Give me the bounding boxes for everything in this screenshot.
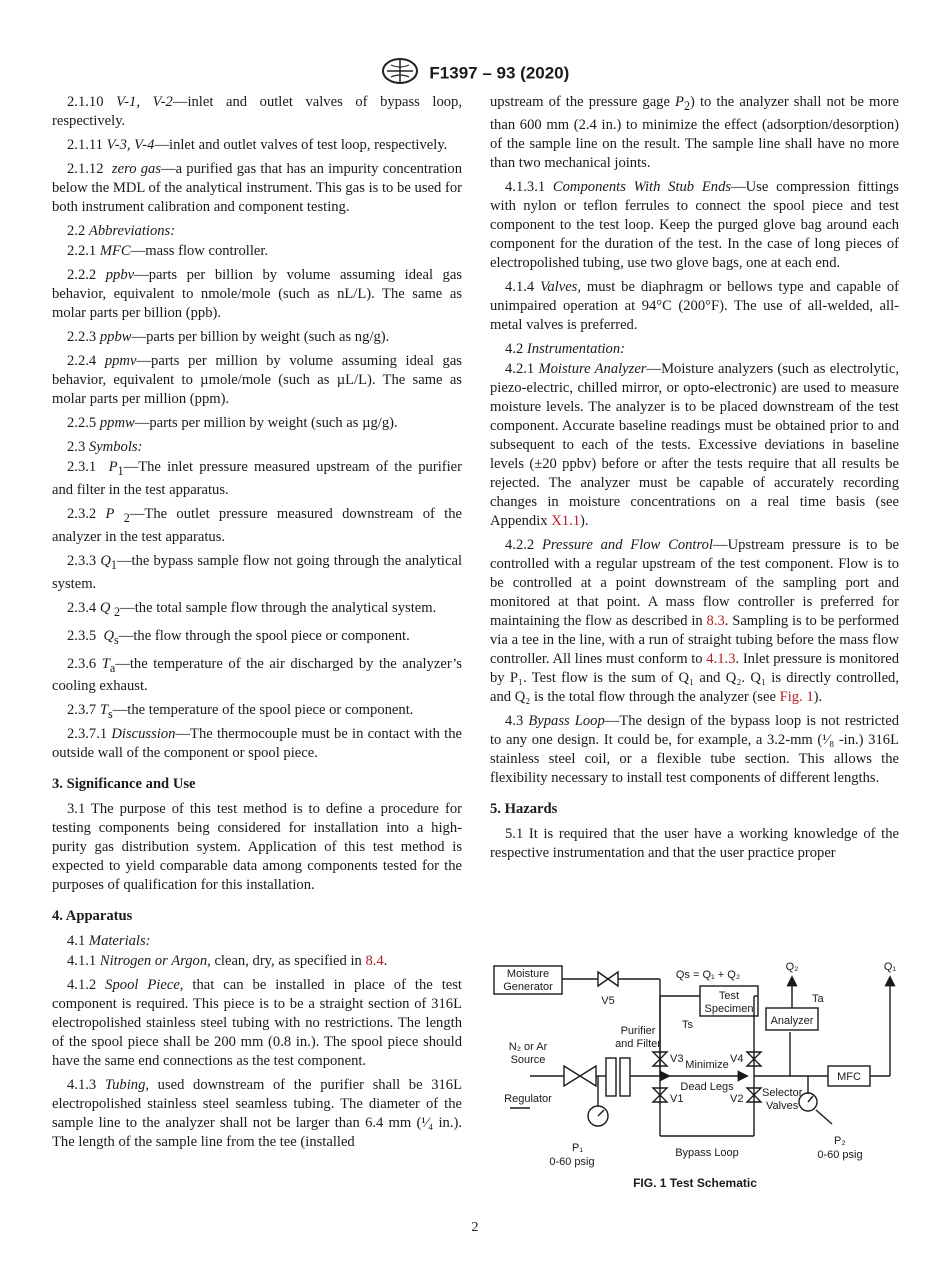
section-3-heading: 3. Significance and Use [52,776,196,793]
label-p1-range: 0-60 psig [549,1156,595,1168]
ref-4-1-3[interactable]: 4.1.3 [706,650,736,667]
label-v1: V1 [670,1093,684,1105]
label-regulator: Regulator [504,1093,552,1105]
para-2-2-5: 2.2.5 ppmw—parts per million by weight (such as µg/g). [67,415,398,431]
label-p1: P₁ [572,1142,584,1154]
para-2-1-10: 2.1.10 V-1, V-2—inlet and outlet valves of bypass loop, respectively. [52,94,462,129]
label-q1: Q₁ [883,961,897,973]
filter-icon [620,1058,630,1096]
para-4-3: 4.3 Bypass Loop—The design of the bypass loop is not restricted to any one design. It could be, for example, a 3.2-mm (¹⁄₈ -in.) 316L stainless steel coil, or a flexible tube section. This allows the flexibility necessary to install test components of different lengths. [490,712,900,786]
para-2-3-7: 2.3.7 $T_s—the$ temperature of the spool piece or component. [67,702,414,722]
label-valves: Valves [766,1100,799,1112]
para-4-1-2: 4.1.2 Spool Piece, that can be installed in place of the test component is required. This piece is to be a straight section of 316L electropolished stainless steel tubing with no restrictions. The length of the spool piece shall be 200 mm (0.8 in.). The spool piece should have the same end connections as the test component. [52,977,462,1070]
regulator-icon [564,1066,596,1086]
para-2-3-6: 2.3.6 $T_a—the$ temperature of the air discharged by the analyzer’s cooling exhaust. [52,655,462,695]
test-schematic-diagram [490,956,900,1186]
label-analyzer: Analyzer [770,1015,814,1027]
figure-caption: FIG. 1 Test Schematic [633,1176,757,1190]
para-4-2: 4.2 Instrumentation: [505,340,626,357]
standard-code: F1397 – 93 (2020) [429,63,570,83]
para-4-1-3: 4.1.3 Tubing, used downstream of the purifier shall be 316L electropolished stainless steel seamless tubing. The diameter of the sample line to the analyzer shall not be larger than 6.4 mm (¹⁄₄ in.). The length of the sample line from the tee (installed [52,1077,463,1151]
label-dead-legs: Dead Legs [680,1081,734,1093]
label-v5: V5 [601,995,615,1007]
section-5-heading: 5. Hazards [490,800,558,817]
para-4-1-3-continued: upstream of the pressure gage $P_2$) to the analyzer shall not be more than 600 mm (2.4 in.) to minimize the effect (adsorption/desorption) of the sample line on the result. The sample line shall have no more than two mechanical joints. [490,94,900,171]
page-number: 2 [471,1220,479,1235]
test-schematic-figure [490,956,900,1186]
para-4-2-2: 4.2.2 Pressure and Flow Control—Upstream pressure is to be controlled with a regular upstream of the test component. Flow is to be controlled at a point downstream of the sampling port and monitored at that point. A mass flow controller is preferred for maintaining the flow as described in 8.3. Sampling is to be performed via a tee in the line, with a run of straight tubing before the mass flow controller. All lines must conform to 4.1.3. Inlet pressure is monitored by P₁. Test flow is the sum of Q₁ and Q₂. Q₁ is directly controlled, and Q₂ is the total flow through the analyzer (see Fig. 1). [490,536,899,705]
purifier-icon [606,1058,616,1096]
label-ta: Ta [812,993,824,1005]
label-v2: V2 [730,1093,744,1105]
label-mfc: MFC [837,1071,861,1083]
para-5-1: 5.1 It is required that the user have a working knowledge of the respective instrumentation and that the user practice proper [490,825,899,861]
para-2-1-12: 2.1.12 zero gas—a purified gas that has an impurity concentration below the MDL of the analytical instrument. This gas is to be used for both instrument calibration and component testing. [52,161,463,215]
right-column [490,93,899,868]
para-2-3: 2.3 Symbols: [67,439,143,455]
label-q2: Q₂ [785,961,799,973]
ref-8-4[interactable]: 8.4 [365,953,384,970]
para-2-1-11: 2.1.11 V-3, V-4—inlet and outlet valves of test loop, respectively. [67,137,448,153]
ref-fig-1[interactable]: Fig. 1 [779,688,814,705]
para-2-2-1: 2.2.1 MFC—mass flow controller. [67,243,269,259]
para-2-2-3: 2.2.3 ppbw—parts per billion by weight (such as ng/g). [67,329,390,345]
ref-x1-1[interactable]: X1.1 [551,512,581,529]
label-and-filter: and Filter [615,1038,661,1050]
para-2-3-5: 2.3.5 $Q_s—the$ flow through the spool piece or component. [67,627,410,647]
para-4-1-4: 4.1.4 Valves, must be diaphragm or bellows type and capable of unimpaired operation at 94°C (200°F). The use of all-welded, all-metal valves is preferred. [490,278,899,333]
label-v4: V4 [730,1053,744,1065]
label-bypass-loop: Bypass Loop [675,1147,739,1159]
para-4-1: 4.1 Materials: [67,933,151,950]
label-n2-or-ar: N₂ or Ar [508,1041,548,1053]
label-qs: Qs = Q₁ + Q₂ [675,969,741,981]
para-2-2-4: 2.2.4 ppmv—parts per million by volume assuming ideal gas behavior, equivalent to µmole/mole (such as µL/L). The same as molar parts per million (ppm). [52,353,462,407]
para-3-1: 3.1 The purpose of this test method is to define a procedure for testing components being considered for installation into a high-purity gas distribution system. Application of this test method is expected to yield comparable data among components tested for the purposes of qualification for this installation. [52,801,462,894]
para-2-3-4: 2.3.4 Q $_2$—the total sample flow through the analytical system. [67,599,437,619]
label-specimen: Specimen [704,1003,754,1015]
valve-v5-icon [598,972,618,986]
label-test: Test [718,990,740,1002]
label-generator: Generator [503,981,553,993]
label-minimize: Minimize [685,1059,729,1071]
label-purifier: Purifier [620,1025,656,1037]
para-4-2-1: 4.2.1 Moisture Analyzer—Moisture analyzers (such as electrolytic, piezo-electric, chilled mirror, or opto-electronic) are used to measure moisture levels. The analyzer is to be placed downstream of the test component. Accurate baseline readings must be obtained prior to and subsequent to each of the tests. Excessive deviations in baseline levels (±20 ppbv) before or after the tests require that all results be rejected. The analyzer must be capable of accurately recording changes in moisture concentrations on a real time basis (see Appendix X1.1). [490,360,899,529]
astm-logo-icon [381,57,419,90]
label-p2-range: 0-60 psig [817,1149,863,1161]
label-moisture: Moisture [506,968,550,980]
section-4-heading: 4. Apparatus [52,908,133,925]
label-v3: V3 [670,1053,684,1065]
para-4-1-1: 4.1.1 Nitrogen or Argon, clean, dry, as specified in 8.4. [67,953,388,970]
para-2-3-2: 2.3.2 P $_2$—The outlet pressure measured downstream of the analyzer in the test apparatus. [52,505,462,545]
label-source: Source [510,1054,546,1066]
label-p2: P₂ [834,1135,846,1147]
para-2-3-7-1: 2.3.7.1 Discussion—The thermocouple must be in contact with the outside wall of the component or spool piece. [52,726,462,762]
left-column [52,93,462,1157]
para-4-1-3-1: 4.1.3.1 Components With Stub Ends—Use compression fittings with nylon or teflon ferrules to connect the spool piece and test component to the test loop. Keep the purged glove bag around each component for the duration of the test. In the case of long pieces of electropolished tubing, use two glove bags, one at each end. [490,178,899,271]
para-2-2-2: 2.2.2 ppbv—parts per billion by volume assuming ideal gas behavior, equivalent to nmole/mole (such as nL/L). The same as molar parts per billion (ppb). [52,267,463,321]
ref-8-3[interactable]: 8.3 [706,612,725,629]
para-2-3-1: 2.3.1 $P_1—The$ inlet pressure measured upstream of the purifier and filter in the test apparatus. [52,459,463,498]
page-header [0,57,950,90]
para-2-3-3: 2.3.3 $Q_1—the$ bypass sample flow not going through the analytical system. [52,552,462,592]
label-ts: Ts [682,1019,693,1031]
para-2-2: 2.2 Abbreviations: [67,223,176,239]
label-selector: Selector [762,1087,803,1099]
